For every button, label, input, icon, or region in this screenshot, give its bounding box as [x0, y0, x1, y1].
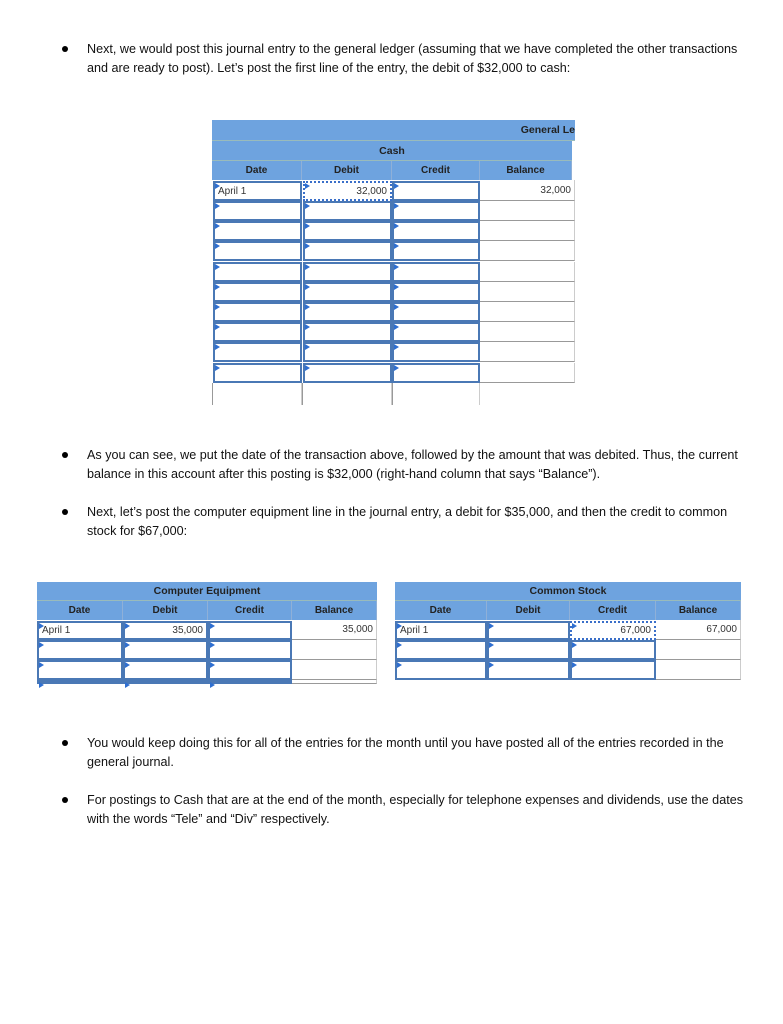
stock-credit-input[interactable]	[570, 640, 656, 660]
general-ledger-banner: General Le	[212, 120, 575, 141]
cash-debit-input[interactable]	[303, 302, 392, 322]
stock-date-input[interactable]	[395, 640, 487, 660]
bullet-icon	[62, 452, 68, 458]
bullet-icon	[62, 46, 68, 52]
col-balance: Balance	[292, 601, 377, 620]
cash-date-input[interactable]	[213, 241, 302, 261]
cash-balance	[480, 302, 575, 322]
cash-debit-input[interactable]	[303, 322, 392, 342]
cash-credit-input[interactable]	[392, 181, 480, 201]
cash-debit-input[interactable]	[303, 342, 392, 362]
bullet-1	[87, 40, 757, 78]
equipment-credit-input[interactable]	[208, 660, 292, 680]
cash-date-input[interactable]	[213, 302, 302, 322]
stock-debit-input[interactable]	[487, 640, 570, 660]
cash-debit-input[interactable]	[303, 221, 392, 241]
col-balance: Balance	[656, 601, 741, 620]
equipment-debit-input[interactable]	[123, 680, 208, 684]
bullet-text: For postings to Cash that are at the end of the month, especially for telephone expenses and dividends, use the dates with the words “Tele” and “Div” respectively.	[87, 793, 743, 826]
cash-debit-input[interactable]	[303, 282, 392, 302]
cash-date-input[interactable]	[213, 342, 302, 362]
equipment-date-input[interactable]	[37, 660, 123, 680]
cash-debit-input[interactable]	[303, 241, 392, 261]
col-balance: Balance	[480, 161, 572, 180]
cash-title: Cash	[212, 141, 572, 161]
stock-balance	[656, 660, 741, 680]
cash-balance	[480, 221, 575, 241]
cash-balance	[480, 322, 575, 342]
cash-balance	[480, 363, 575, 383]
bullet-text: You would keep doing this for all of the entries for the month until you have posted all of the entries recorded in the general journal.	[87, 736, 724, 769]
col-debit: Debit	[123, 601, 208, 620]
bullet-2	[87, 446, 757, 484]
cash-date-input[interactable]	[213, 221, 302, 241]
cash-date-input[interactable]	[213, 322, 302, 342]
cash-debit-input[interactable]	[303, 201, 392, 221]
cash-date-input[interactable]	[213, 262, 302, 282]
cash-debit-input[interactable]	[303, 262, 392, 282]
bullet-3	[87, 503, 757, 541]
bullet-text: Next, let’s post the computer equipment line in the journal entry, a debit for $35,000, and then the credit to common stock for $67,000:	[87, 505, 728, 538]
stock-balance: 67,000	[656, 620, 741, 640]
equipment-date-input[interactable]	[37, 680, 123, 684]
equipment-balance	[292, 680, 377, 684]
cash-credit-input[interactable]	[392, 302, 480, 322]
equipment-credit-input[interactable]	[208, 621, 292, 640]
col-date: Date	[37, 601, 123, 620]
equipment-debit-input[interactable]	[123, 640, 208, 660]
stock-date-input[interactable]	[395, 660, 487, 680]
equipment-date-input[interactable]	[37, 640, 123, 660]
col-credit: Credit	[392, 161, 480, 180]
col-date: Date	[395, 601, 487, 620]
cash-credit-input[interactable]	[392, 221, 480, 241]
bullet-5	[87, 791, 757, 829]
equipment-credit-input[interactable]	[208, 640, 292, 660]
equipment-debit-input[interactable]: 35,000	[123, 621, 208, 640]
stock-title: Common Stock	[395, 582, 741, 601]
stock-date-input[interactable]: April 1	[395, 621, 487, 640]
blank-cell	[212, 383, 302, 405]
cash-date-input[interactable]	[213, 363, 302, 383]
cash-credit-input[interactable]	[392, 262, 480, 282]
cash-balance	[480, 342, 575, 362]
col-credit: Credit	[570, 601, 656, 620]
cash-credit-input[interactable]	[392, 241, 480, 261]
blank-cell	[302, 383, 392, 405]
stock-credit-input[interactable]	[570, 660, 656, 680]
equipment-balance	[292, 640, 377, 660]
stock-credit-input[interactable]: 67,000	[570, 621, 656, 640]
col-date: Date	[212, 161, 302, 180]
cash-balance	[480, 241, 575, 261]
cash-balance: 32,000	[480, 180, 575, 201]
bullet-icon	[62, 509, 68, 515]
col-debit: Debit	[302, 161, 392, 180]
equipment-title: Computer Equipment	[37, 582, 377, 601]
stock-debit-input[interactable]	[487, 660, 570, 680]
bullet-4	[87, 734, 757, 772]
cash-debit-input[interactable]: 32,000	[303, 181, 392, 201]
bullet-text: As you can see, we put the date of the transaction above, followed by the amount that was debited. Thus, the current balance in this account after this posting is $32,000 (right-hand column that says “Balance”).	[87, 448, 738, 481]
cash-credit-input[interactable]	[392, 322, 480, 342]
equipment-debit-input[interactable]	[123, 660, 208, 680]
bullet-icon	[62, 740, 68, 746]
equipment-credit-input[interactable]	[208, 680, 292, 684]
cash-balance	[480, 262, 575, 282]
cash-credit-input[interactable]	[392, 201, 480, 221]
stock-balance	[656, 640, 741, 660]
cash-credit-input[interactable]	[392, 342, 480, 362]
equipment-date-input[interactable]: April 1	[37, 621, 123, 640]
equipment-balance	[292, 660, 377, 680]
blank-cell	[392, 383, 480, 405]
equipment-balance: 35,000	[292, 620, 377, 640]
stock-debit-input[interactable]	[487, 621, 570, 640]
cash-date-input[interactable]	[213, 201, 302, 221]
cash-date-input[interactable]: April 1	[213, 181, 302, 201]
cash-credit-input[interactable]	[392, 363, 480, 383]
cash-balance	[480, 282, 575, 302]
cash-credit-input[interactable]	[392, 282, 480, 302]
bullet-text: Next, we would post this journal entry to the general ledger (assuming that we have completed the other transactions and are ready to post). Let’s post the first line of the entry, the debit of $32,000 to cash:	[87, 42, 738, 75]
bullet-icon	[62, 797, 68, 803]
col-credit: Credit	[208, 601, 292, 620]
cash-date-input[interactable]	[213, 282, 302, 302]
cash-balance	[480, 201, 575, 221]
cash-debit-input[interactable]	[303, 363, 392, 383]
col-debit: Debit	[487, 601, 570, 620]
